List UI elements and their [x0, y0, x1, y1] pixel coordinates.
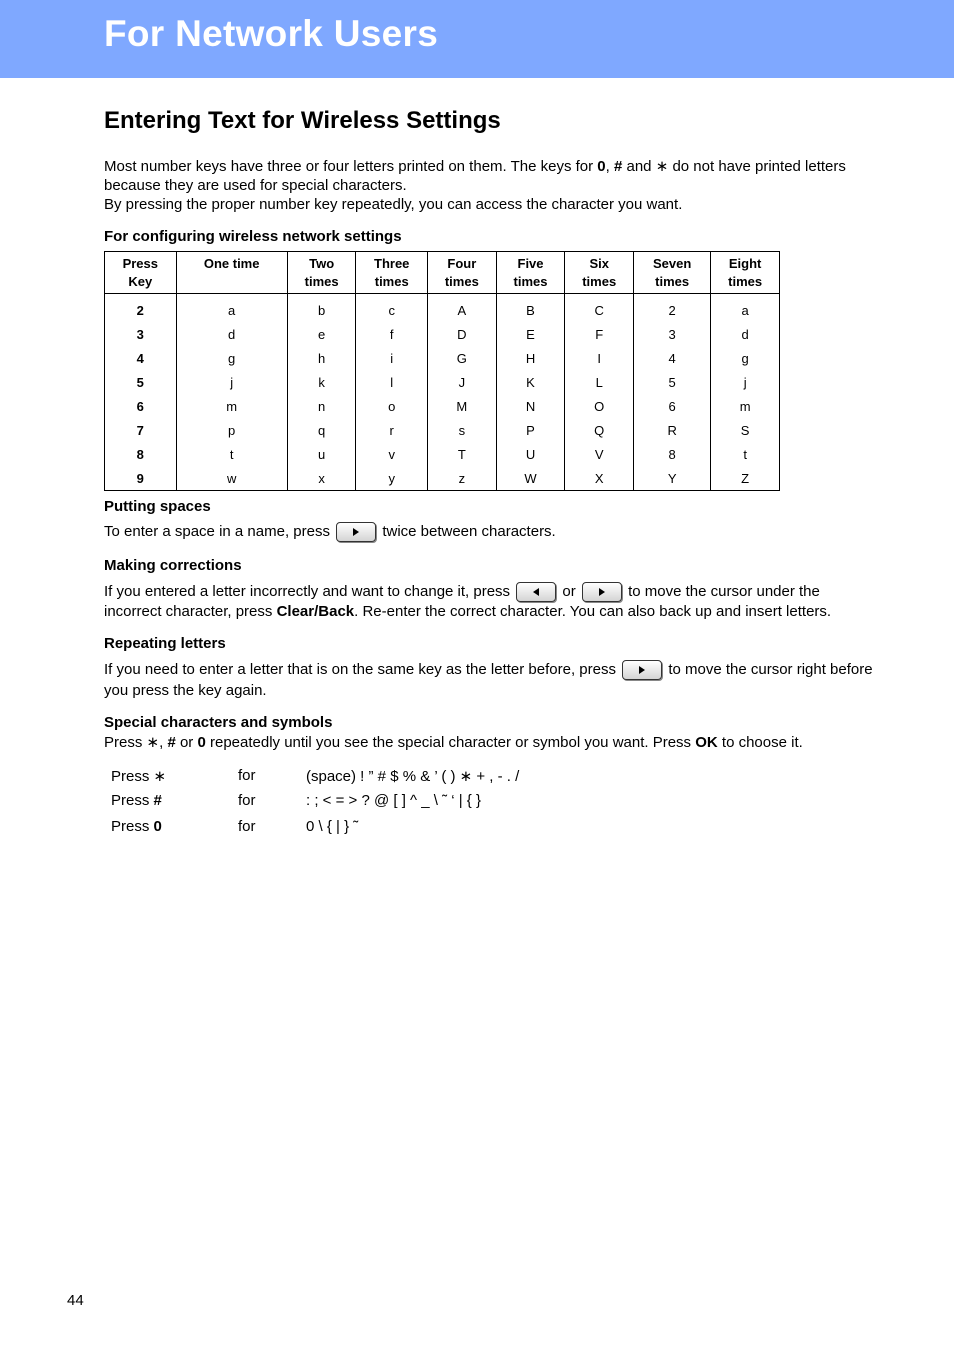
header-line: [177, 273, 287, 291]
char-cell: b: [287, 294, 356, 323]
spaces-text-before: To enter a space in a name, press: [104, 523, 330, 540]
table-row: [105, 466, 780, 491]
table-header-cell: [427, 252, 496, 294]
char-cell: m: [711, 394, 780, 418]
ok-key: OK: [695, 734, 718, 751]
char-cell: 8: [634, 442, 711, 466]
header-line: times: [304, 273, 339, 289]
char-cell: 5: [634, 370, 711, 394]
repeating-title: Repeating letters: [104, 635, 226, 652]
char-cell: s: [427, 418, 496, 442]
char-cell: x: [287, 466, 356, 491]
special-text-part: repeatedly until you see the special character or symbol you want. Press: [205, 734, 696, 751]
corrections-text: . Re-enter the correct character. You can also back up and insert letters.: [354, 603, 832, 620]
header-line: Three: [374, 255, 410, 271]
key-cell: 5: [136, 374, 144, 390]
header-line: One time: [203, 255, 260, 271]
symbol-row-for: for: [238, 818, 256, 835]
char-cell: z: [427, 466, 496, 491]
separator: ,: [605, 158, 614, 175]
char-cell: J: [427, 370, 496, 394]
char-cell: 4: [634, 346, 711, 370]
char-cell: u: [287, 442, 356, 466]
and-text: and: [622, 158, 656, 175]
left-arrow-key-icon: [516, 582, 556, 602]
char-cell: 3: [634, 322, 711, 346]
table-header-cell: [176, 252, 287, 294]
press-label: Press: [111, 792, 154, 809]
table-row: [105, 322, 780, 346]
section-title: Entering Text for Wireless Settings: [104, 107, 501, 134]
page-header-title: For Network Users: [104, 13, 439, 54]
key-cell: 9: [136, 470, 144, 486]
char-cell: a: [176, 294, 287, 323]
table-header-cell: [711, 252, 780, 294]
table-header-cell: [105, 252, 177, 294]
key-cell: 6: [136, 398, 144, 414]
corrections-line-2: [104, 602, 831, 621]
char-cell: q: [287, 418, 356, 442]
symbol-row-for: for: [238, 792, 256, 809]
symbol-row-press: [111, 767, 166, 785]
char-cell: Z: [711, 466, 780, 491]
intro-line-1: [104, 157, 846, 176]
symbol-row-press: [111, 792, 162, 809]
key-hash: #: [613, 158, 623, 175]
header-line: Seven: [653, 255, 692, 271]
table-header-cell: [634, 252, 711, 294]
special-text-part: ,: [159, 734, 168, 751]
table-row: [105, 294, 780, 323]
header-line: Five: [517, 255, 544, 271]
repeating-text-after: to move the cursor right before: [668, 661, 873, 678]
table-header-cell: [496, 252, 565, 294]
char-cell: o: [356, 394, 428, 418]
table-header-cell: [356, 252, 428, 294]
char-cell: g: [176, 346, 287, 370]
char-cell: C: [565, 294, 634, 323]
key-0: 0: [197, 734, 206, 751]
header-line: times: [728, 273, 763, 289]
char-cell: a: [711, 294, 780, 323]
special-text-part: Press: [104, 734, 147, 751]
char-cell: X: [565, 466, 634, 491]
char-cell: M: [427, 394, 496, 418]
char-cell: R: [634, 418, 711, 442]
header-line: Two: [309, 255, 335, 271]
char-cell: S: [711, 418, 780, 442]
header-line: Eight: [728, 255, 762, 271]
corrections-title: Making corrections: [104, 557, 242, 574]
char-cell: r: [356, 418, 428, 442]
char-cell: 6: [634, 394, 711, 418]
key-cell: 3: [136, 326, 144, 342]
char-cell: j: [176, 370, 287, 394]
character-table: [104, 251, 780, 491]
char-cell: k: [287, 370, 356, 394]
special-text-part: or: [175, 734, 198, 751]
page-header: [0, 0, 954, 78]
right-arrow-key-icon: [582, 582, 622, 602]
header-line: Press: [122, 255, 158, 271]
header-line: times: [655, 273, 690, 289]
special-title: Special characters and symbols: [104, 714, 333, 731]
char-cell: f: [356, 322, 428, 346]
corrections-text-before: If you entered a letter incorrectly and want to change it, press: [104, 583, 511, 600]
char-cell: d: [176, 322, 287, 346]
header-line: Six: [589, 255, 609, 271]
key-hash: #: [167, 734, 176, 751]
intro-text: do not have printed letters: [668, 158, 846, 175]
char-cell: p: [176, 418, 287, 442]
repeating-text-before: If you need to enter a letter that is on the same key as the letter before, press: [104, 661, 616, 678]
intro-line-3: By pressing the proper number key repeatedly, you can access the character you want.: [104, 196, 683, 213]
char-cell: Q: [565, 418, 634, 442]
symbol-row-chars: (space) ! ” # $ % & ’ ( ) ∗ + , - . /: [306, 768, 520, 785]
table-caption: For configuring wireless network settings: [104, 228, 402, 245]
spaces-text-after: twice between characters.: [382, 523, 556, 540]
spaces-text: [104, 522, 556, 542]
table-header-row: [105, 252, 780, 294]
key-star: ∗: [153, 768, 167, 785]
repeating-line-1: [104, 660, 873, 680]
char-cell: 2: [634, 294, 711, 323]
press-label: Press: [111, 768, 154, 785]
char-cell: W: [496, 466, 565, 491]
header-line: Key: [128, 273, 153, 289]
char-cell: y: [356, 466, 428, 491]
corrections-text-after: to move the cursor under the: [628, 583, 820, 600]
symbol-row-chars: 0 \ { | } ˜: [306, 818, 359, 835]
symbol-row-chars: : ; < = > ? @ [ ] ^ _ \ ˜ ‘ | { }: [306, 792, 481, 809]
char-cell: U: [496, 442, 565, 466]
char-cell: n: [287, 394, 356, 418]
header-line: times: [582, 273, 617, 289]
char-cell: G: [427, 346, 496, 370]
corrections-line-1: [104, 582, 820, 602]
spaces-title: Putting spaces: [104, 498, 211, 515]
char-cell: c: [356, 294, 428, 323]
key-cell: 8: [136, 446, 144, 462]
or-text: or: [562, 583, 576, 600]
char-cell: B: [496, 294, 565, 323]
char-cell: K: [496, 370, 565, 394]
header-line: Four: [447, 255, 477, 271]
char-cell: A: [427, 294, 496, 323]
char-cell: j: [711, 370, 780, 394]
char-cell: F: [565, 322, 634, 346]
table-header-cell: [565, 252, 634, 294]
special-text: [104, 733, 803, 752]
table-row: [105, 418, 780, 442]
char-cell: N: [496, 394, 565, 418]
char-cell: L: [565, 370, 634, 394]
table-row: [105, 370, 780, 394]
header-line: times: [444, 273, 479, 289]
table-row: [105, 394, 780, 418]
key-cell: 4: [136, 350, 144, 366]
char-cell: w: [176, 466, 287, 491]
special-text-part: to choose it.: [717, 734, 803, 751]
char-cell: i: [356, 346, 428, 370]
char-cell: l: [356, 370, 428, 394]
table-row: [105, 442, 780, 466]
char-cell: d: [711, 322, 780, 346]
header-line: times: [374, 273, 409, 289]
key-0: 0: [597, 158, 606, 175]
char-cell: H: [496, 346, 565, 370]
char-cell: m: [176, 394, 287, 418]
key-star: ∗: [146, 734, 160, 751]
key-cell: 7: [136, 422, 144, 438]
table-body: [105, 294, 780, 491]
char-cell: D: [427, 322, 496, 346]
char-cell: P: [496, 418, 565, 442]
right-arrow-key-icon: [622, 660, 662, 680]
char-cell: E: [496, 322, 565, 346]
char-cell: O: [565, 394, 634, 418]
char-cell: T: [427, 442, 496, 466]
char-cell: h: [287, 346, 356, 370]
intro-line-2: because they are used for special characters.: [104, 177, 407, 194]
char-cell: v: [356, 442, 428, 466]
repeating-line-2: you press the key again.: [104, 682, 267, 699]
page-number: 44: [67, 1292, 84, 1309]
press-label: Press: [111, 818, 154, 835]
char-cell: Y: [634, 466, 711, 491]
right-arrow-key-icon: [336, 522, 376, 542]
key-cell: 2: [136, 302, 144, 318]
char-cell: e: [287, 322, 356, 346]
char-cell: V: [565, 442, 634, 466]
header-line: times: [513, 273, 548, 289]
symbol-row-press: [111, 818, 162, 835]
key-hash: #: [153, 792, 162, 809]
key-star: ∗: [655, 158, 669, 175]
clear-back-key: Clear/Back: [276, 603, 355, 620]
char-cell: g: [711, 346, 780, 370]
symbol-row-for: for: [238, 767, 256, 784]
table-row: [105, 346, 780, 370]
char-cell: t: [711, 442, 780, 466]
char-cell: I: [565, 346, 634, 370]
key-0: 0: [153, 818, 162, 835]
char-cell: t: [176, 442, 287, 466]
corrections-text: incorrect character, press: [104, 603, 277, 620]
intro-text: Most number keys have three or four letters printed on them. The keys for: [104, 158, 598, 175]
table-header-cell: [287, 252, 356, 294]
